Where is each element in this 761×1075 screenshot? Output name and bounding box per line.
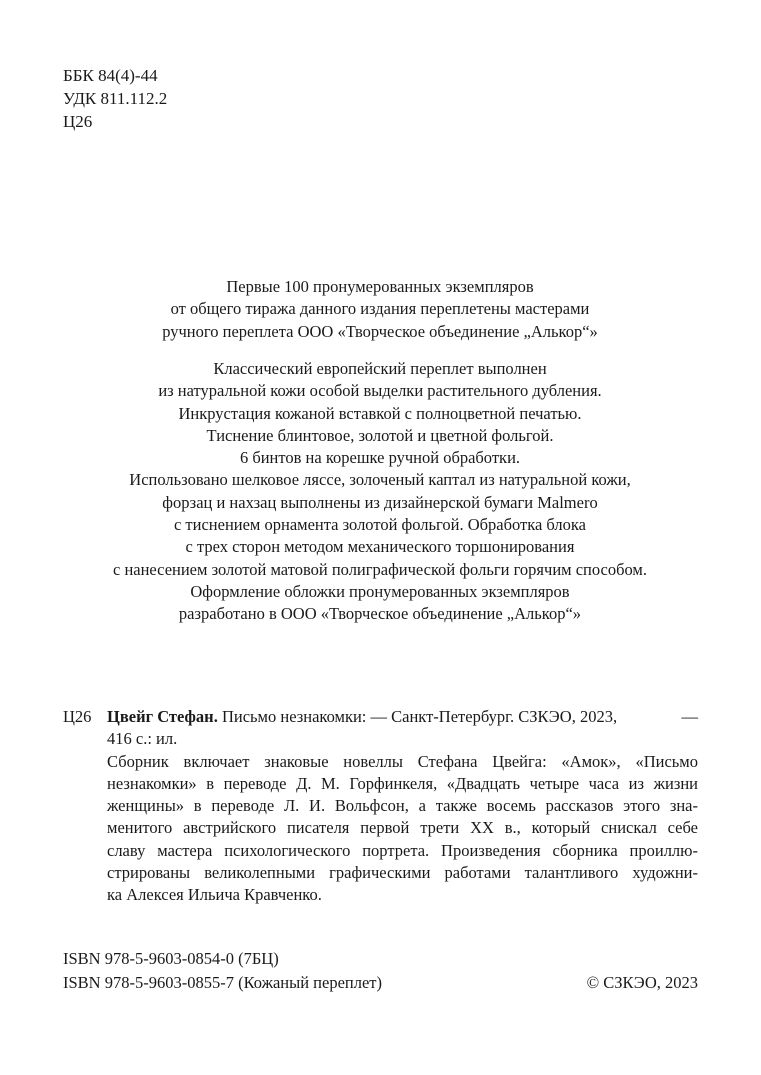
binding-note-line: с тиснением орнамента золотой фольгой. Обработка блока — [173, 515, 586, 535]
annotation-line: женщины» в переводе Л. И. Вольфсон, а также восемь рассказов этого зна- — [107, 796, 698, 816]
author-code: Ц26 — [63, 112, 93, 131]
isbn-2: ISBN 978-5-9603-0855-7 (Кожаный переплет) — [63, 973, 383, 992]
entry-dash: — — [681, 707, 698, 726]
binding-note-line: Оформление обложки пронумерованных экземпляров — [190, 581, 570, 601]
entry-code: Ц26 — [63, 707, 92, 726]
entry-title: Письмо незнакомки: — Санкт-Петербург. СЗКЭО, 2023, — [221, 707, 618, 726]
annotation-line: менитого австрийского писателя первой трети XX в., который снискал себе — [107, 818, 698, 838]
edition-note — [60, 276, 700, 343]
binding-note-line: с трех сторон методом механического торшонирования — [185, 537, 575, 557]
binding-note-line: Использовано шелковое ляссе, золоченый каптал из натуральной кожи, — [129, 470, 631, 490]
annotation-line: ка Алексея Ильича Кравченко. — [107, 885, 322, 905]
bbk-code: ББК 84(4)-44 — [63, 66, 158, 85]
annotation-line: незнакомки» в переводе Д. М. Горфинкеля, «Двадцать четыре часа из жизни — [107, 773, 698, 793]
isbn-1: ISBN 978-5-9603-0854-0 (7БЦ) — [63, 949, 279, 968]
entry-heading — [107, 706, 617, 728]
edition-note-line: от общего тиража данного издания переплетены мастерами — [170, 299, 590, 319]
catalog-entry — [63, 706, 698, 907]
edition-note-line: ручного переплета ООО «Творческое объединение „Алькор“» — [162, 321, 598, 341]
binding-note — [60, 358, 700, 626]
binding-note-line: разработано в ООО «Творческое объединение „Алькор“» — [178, 604, 582, 624]
classification-codes — [63, 64, 167, 133]
binding-note-line: Тиснение блинтовое, золотой и цветной фольгой. — [206, 425, 554, 445]
annotation-line: славу мастера психологического портрета. Произведения сборника проиллю- — [107, 840, 698, 860]
binding-note-line: из натуральной кожи особой выделки растительного дубления. — [158, 381, 602, 401]
isbn-block — [63, 947, 382, 995]
binding-note-line: Классический европейский переплет выполнен — [213, 359, 547, 378]
entry-heading-line — [107, 706, 698, 728]
copyright: © СЗКЭО, 2023 — [586, 973, 698, 992]
entry-pages: 416 с.: ил. — [107, 729, 178, 749]
annotation-line: стрированы великолепными графическими работами талантливого художни- — [107, 863, 698, 883]
binding-note-line: форзац и нахзац выполнены из дизайнерской бумаги Malmero — [162, 492, 598, 512]
binding-note-line: с нанесением золотой матовой полиграфической фольги горячим способом. — [113, 559, 647, 579]
udk-code: УДК 811.112.2 — [63, 89, 168, 108]
edition-note-line: Первые 100 пронумерованных экземпляров — [226, 277, 534, 296]
binding-note-line: Инкрустация кожаной вставкой с полноцветной печатью. — [178, 403, 582, 423]
entry-author: Цвейг Стефан. — [107, 707, 218, 726]
binding-note-line: 6 бинтов на корешке ручной обработки. — [239, 448, 521, 468]
annotation-line: Сборник включает знаковые новеллы Стефана Цвейга: «Амок», «Письмо — [107, 751, 698, 771]
entry-body — [107, 706, 698, 907]
